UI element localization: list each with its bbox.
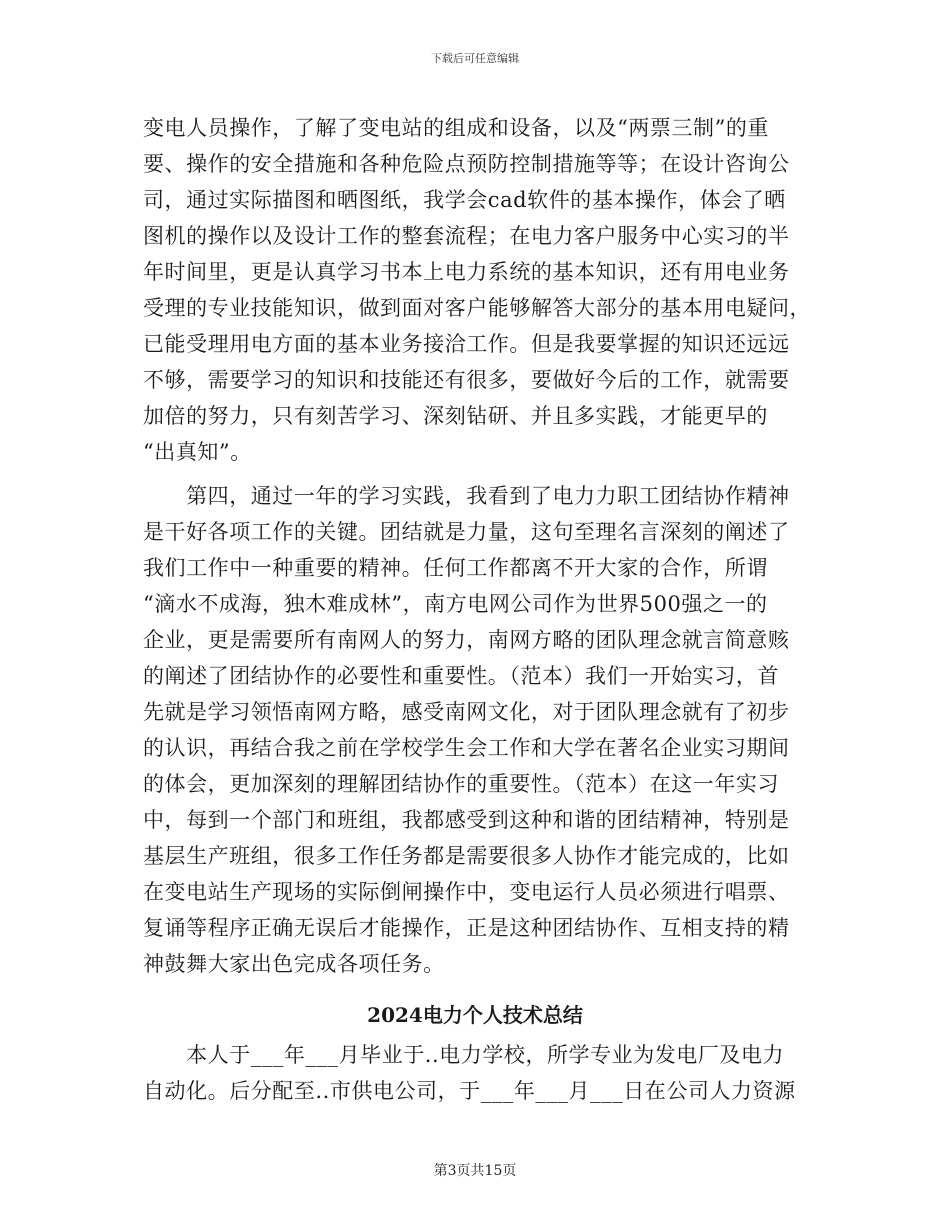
text-line: 自动化。后分配至..市供电公司，于___年___月___日在公司人力资源: [143, 1079, 796, 1103]
text-line: 本人于___年___月毕业于..电力学校，所学专业为发电厂及电力: [143, 1043, 785, 1067]
text-line: 先就是学习领悟南网方略，感受南网文化，对于团队理念就有了初步: [143, 700, 790, 724]
text-line: 第四，通过一年的学习实践，我看到了电力力职工团结协作精神: [143, 484, 790, 508]
text-line: 受理的专业技能知识，做到面对客户能够解答大部分的基本用电疑问，: [143, 296, 812, 320]
text-line: 复诵等程序正确无误后才能操作，正是这种团结协作、互相支持的精: [143, 916, 790, 940]
text-line: 神鼓舞大家出色完成各项任务。: [143, 952, 445, 976]
text-line: 的体会，更加深刻的理解团结协作的重要性。（范本）在这一年实习: [143, 772, 779, 796]
text-line: 在变电站生产现场的实际倒闸操作中，变电运行人员必须进行唱票、: [143, 880, 790, 904]
section-title: 2024电力个人技术总结: [367, 1003, 583, 1027]
text-line: 不够，需要学习的知识和技能还有很多，要做好今后的工作，就需要: [143, 368, 790, 392]
page-footer: 第3页共15页: [433, 1163, 517, 1179]
text-line: 加倍的努力，只有刻苦学习、深刻钻研、并且多实践，才能更早的: [143, 404, 768, 428]
text-line: 中，每到一个部门和班组，我都感受到这种和谐的团结精神，特别是: [143, 808, 790, 832]
text-line: 年时间里，更是认真学习书本上电力系统的基本知识，还有用电业务: [143, 260, 790, 284]
text-line: 基层生产班组，很多工作任务都是需要很多人协作才能完成的，比如: [143, 844, 790, 868]
text-line: 我们工作中一种重要的精神。任何工作都离不开大家的合作，所谓: [143, 556, 768, 580]
text-line: 变电人员操作，了解了变电站的组成和设备，以及“两票三制”的重: [143, 116, 769, 140]
page-header: 下载后可任意编辑: [431, 52, 519, 65]
text-line: 图机的操作以及设计工作的整套流程；在电力客户服务中心实习的半: [143, 224, 790, 248]
text-line: 的认识，再结合我之前在学校学生会工作和大学在著名企业实习期间: [143, 736, 790, 760]
text-line: 是干好各项工作的关键。团结就是力量，这句至理名言深刻的阐述了: [143, 520, 790, 544]
text-line: 的阐述了团结协作的必要性和重要性。（范本）我们一开始实习，首: [143, 664, 779, 688]
text-line: “出真知”。: [143, 440, 252, 464]
text-line: 企业，更是需要所有南网人的努力，南网方略的团队理念就言简意赅: [143, 628, 790, 652]
text-line: 司，通过实际描图和晒图纸，我学会cad软件的基本操作，体会了晒: [143, 188, 786, 212]
text-line: 已能受理用电方面的基本业务接洽工作。但是我要掌握的知识还远远: [143, 332, 790, 356]
text-line: “滴水不成海，独木难成林”，南方电网公司作为世界500强之一的: [143, 592, 768, 616]
text-line: 要、操作的安全措施和各种危险点预防控制措施等等；在设计咨询公: [143, 152, 790, 176]
